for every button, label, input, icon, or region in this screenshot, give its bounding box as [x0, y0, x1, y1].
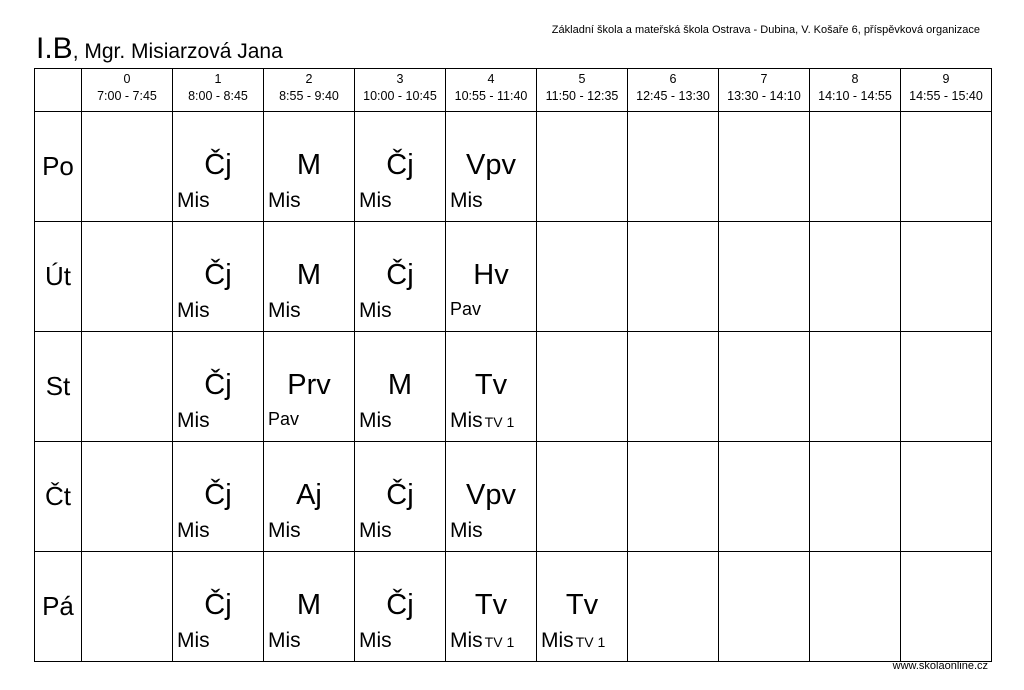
period-time: 10:55 - 11:40 — [454, 89, 528, 103]
empty-cell — [537, 222, 628, 332]
teacher-abbr: Mis — [359, 519, 392, 542]
lesson-subject: Čj — [204, 589, 232, 621]
teacher-abbr: Mis — [177, 189, 210, 212]
empty-cell — [82, 552, 173, 662]
period-time: 8:00 - 8:45 — [188, 89, 248, 103]
teacher-abbr: Mis — [268, 519, 301, 542]
empty-cell — [719, 442, 810, 552]
teacher-abbr: Mis — [450, 189, 483, 212]
empty-cell — [810, 552, 901, 662]
period-header — [264, 69, 355, 112]
teacher-abbr: Mis — [359, 189, 392, 212]
teacher-abbr: Mis — [450, 629, 483, 652]
lesson-cell — [264, 112, 355, 222]
period-header-row — [35, 69, 992, 112]
lesson-cell — [264, 332, 355, 442]
teacher-abbr: Mis — [541, 629, 574, 652]
period-header — [537, 69, 628, 112]
empty-cell — [810, 222, 901, 332]
period-number: 6 — [669, 72, 677, 86]
empty-cell — [719, 552, 810, 662]
lesson-subject: M — [296, 259, 322, 291]
lesson-teacher — [359, 519, 392, 543]
lesson-cell — [446, 442, 537, 552]
timetable-grid — [34, 68, 992, 662]
period-number: 3 — [396, 72, 404, 86]
day-row — [35, 552, 992, 662]
period-header — [810, 69, 901, 112]
period-number: 0 — [123, 72, 131, 86]
day-label: Pá — [35, 552, 82, 662]
lesson-subject: Aj — [296, 479, 322, 511]
teacher-abbr: Pav — [268, 409, 300, 429]
teacher-abbr: Mis — [268, 629, 301, 652]
lesson-teacher — [541, 629, 605, 653]
day-label: Po — [35, 112, 82, 222]
period-header — [82, 69, 173, 112]
empty-cell — [719, 222, 810, 332]
lesson-teacher — [268, 519, 301, 543]
lesson-teacher — [177, 409, 210, 433]
class-teacher: , Mgr. Misiarzová Jana — [72, 40, 283, 63]
empty-cell — [628, 332, 719, 442]
period-header — [628, 69, 719, 112]
lesson-subject: Vpv — [466, 479, 516, 511]
lesson-cell — [173, 552, 264, 662]
lesson-cell — [355, 552, 446, 662]
lesson-subject: Čj — [386, 259, 414, 291]
day-label: Út — [35, 222, 82, 332]
lesson-teacher — [268, 189, 301, 213]
lesson-subject: Čj — [204, 479, 232, 511]
lesson-subject: Čj — [386, 589, 414, 621]
lesson-cell — [173, 222, 264, 332]
teacher-abbr: Mis — [450, 519, 483, 542]
period-time: 14:55 - 15:40 — [909, 89, 983, 103]
lesson-cell — [355, 222, 446, 332]
lesson-cell — [173, 332, 264, 442]
lesson-subject: Prv — [287, 369, 331, 401]
day-row — [35, 442, 992, 552]
day-label: Čt — [35, 442, 82, 552]
lesson-teacher — [359, 629, 392, 653]
period-header — [173, 69, 264, 112]
period-number: 9 — [942, 72, 950, 86]
lesson-subject: Tv — [474, 369, 508, 401]
class-name: I.B — [36, 32, 73, 65]
period-time: 11:50 - 12:35 — [545, 89, 619, 103]
lesson-teacher — [359, 299, 392, 323]
day-row — [35, 112, 992, 222]
lesson-subject: M — [387, 369, 413, 401]
period-time: 14:10 - 14:55 — [818, 89, 892, 103]
lesson-cell — [537, 552, 628, 662]
lesson-teacher — [177, 189, 210, 213]
empty-cell — [810, 332, 901, 442]
period-time: 10:00 - 10:45 — [363, 89, 437, 103]
empty-cell — [901, 112, 992, 222]
period-number: 5 — [578, 72, 586, 86]
empty-cell — [82, 112, 173, 222]
lesson-teacher — [359, 409, 392, 433]
lesson-cell — [264, 222, 355, 332]
lesson-teacher — [359, 189, 392, 213]
lesson-subject: Čj — [386, 149, 414, 181]
period-header — [355, 69, 446, 112]
empty-cell — [901, 552, 992, 662]
period-number: 2 — [305, 72, 313, 86]
empty-cell — [810, 112, 901, 222]
school-name: Základní škola a mateřská škola Ostrava - Dubina, V. Košaře 6, příspěvková organizace — [551, 24, 980, 36]
lesson-group: TV 1 — [484, 414, 515, 430]
lesson-subject: Tv — [474, 589, 508, 621]
day-label: St — [35, 332, 82, 442]
teacher-abbr: Mis — [177, 519, 210, 542]
lesson-cell — [355, 332, 446, 442]
teacher-abbr: Mis — [177, 629, 210, 652]
lesson-subject: Čj — [204, 259, 232, 291]
empty-cell — [901, 442, 992, 552]
teacher-abbr: Mis — [268, 299, 301, 322]
lesson-teacher — [177, 629, 210, 653]
lesson-subject: Vpv — [466, 149, 516, 181]
period-time: 13:30 - 14:10 — [727, 89, 801, 103]
lesson-subject: Čj — [386, 479, 414, 511]
lesson-teacher — [268, 629, 301, 653]
empty-cell — [628, 552, 719, 662]
teacher-abbr: Mis — [177, 409, 210, 432]
teacher-abbr: Mis — [359, 409, 392, 432]
day-row — [35, 332, 992, 442]
day-row — [35, 222, 992, 332]
empty-cell — [719, 112, 810, 222]
teacher-abbr: Pav — [450, 299, 482, 319]
lesson-teacher — [177, 519, 210, 543]
lesson-group: TV 1 — [575, 634, 606, 650]
lesson-cell — [173, 112, 264, 222]
lesson-subject: Hv — [473, 259, 509, 291]
empty-cell — [719, 332, 810, 442]
lesson-cell — [446, 332, 537, 442]
empty-cell — [82, 332, 173, 442]
lesson-teacher — [177, 299, 210, 323]
lesson-cell — [355, 442, 446, 552]
empty-cell — [901, 222, 992, 332]
empty-cell — [628, 442, 719, 552]
empty-cell — [810, 442, 901, 552]
lesson-teacher — [450, 299, 481, 320]
lesson-subject: Čj — [204, 149, 232, 181]
lesson-cell — [264, 552, 355, 662]
lesson-cell — [446, 552, 537, 662]
lesson-cell — [173, 442, 264, 552]
period-time: 12:45 - 13:30 — [636, 89, 710, 103]
lesson-cell — [446, 222, 537, 332]
teacher-abbr: Mis — [268, 189, 301, 212]
teacher-abbr: Mis — [450, 409, 483, 432]
lesson-teacher — [450, 189, 483, 213]
teacher-abbr: Mis — [177, 299, 210, 322]
lesson-cell — [446, 112, 537, 222]
lesson-teacher — [268, 299, 301, 323]
period-number: 8 — [851, 72, 859, 86]
lesson-subject: Tv — [565, 589, 599, 621]
lesson-subject: M — [296, 589, 322, 621]
empty-cell — [82, 222, 173, 332]
period-number: 7 — [760, 72, 768, 86]
corner-cell — [35, 69, 82, 112]
lesson-subject: M — [296, 149, 322, 181]
period-header — [446, 69, 537, 112]
empty-cell — [537, 112, 628, 222]
lesson-teacher — [450, 629, 514, 653]
period-number: 4 — [487, 72, 495, 86]
lesson-cell — [264, 442, 355, 552]
lesson-teacher — [450, 519, 483, 543]
period-number: 1 — [214, 72, 222, 86]
footer-url: www.skolaonline.cz — [892, 660, 988, 672]
empty-cell — [628, 222, 719, 332]
lesson-group: TV 1 — [484, 634, 515, 650]
empty-cell — [628, 112, 719, 222]
lesson-subject: Čj — [204, 369, 232, 401]
lesson-teacher — [450, 409, 514, 433]
empty-cell — [901, 332, 992, 442]
teacher-abbr: Mis — [359, 299, 392, 322]
teacher-abbr: Mis — [359, 629, 392, 652]
empty-cell — [537, 332, 628, 442]
lesson-teacher — [268, 409, 299, 430]
period-time: 7:00 - 7:45 — [97, 89, 157, 103]
period-header — [719, 69, 810, 112]
empty-cell — [82, 442, 173, 552]
timetable-title — [36, 32, 283, 66]
period-time: 8:55 - 9:40 — [279, 89, 339, 103]
empty-cell — [537, 442, 628, 552]
period-header — [901, 69, 992, 112]
lesson-cell — [355, 112, 446, 222]
